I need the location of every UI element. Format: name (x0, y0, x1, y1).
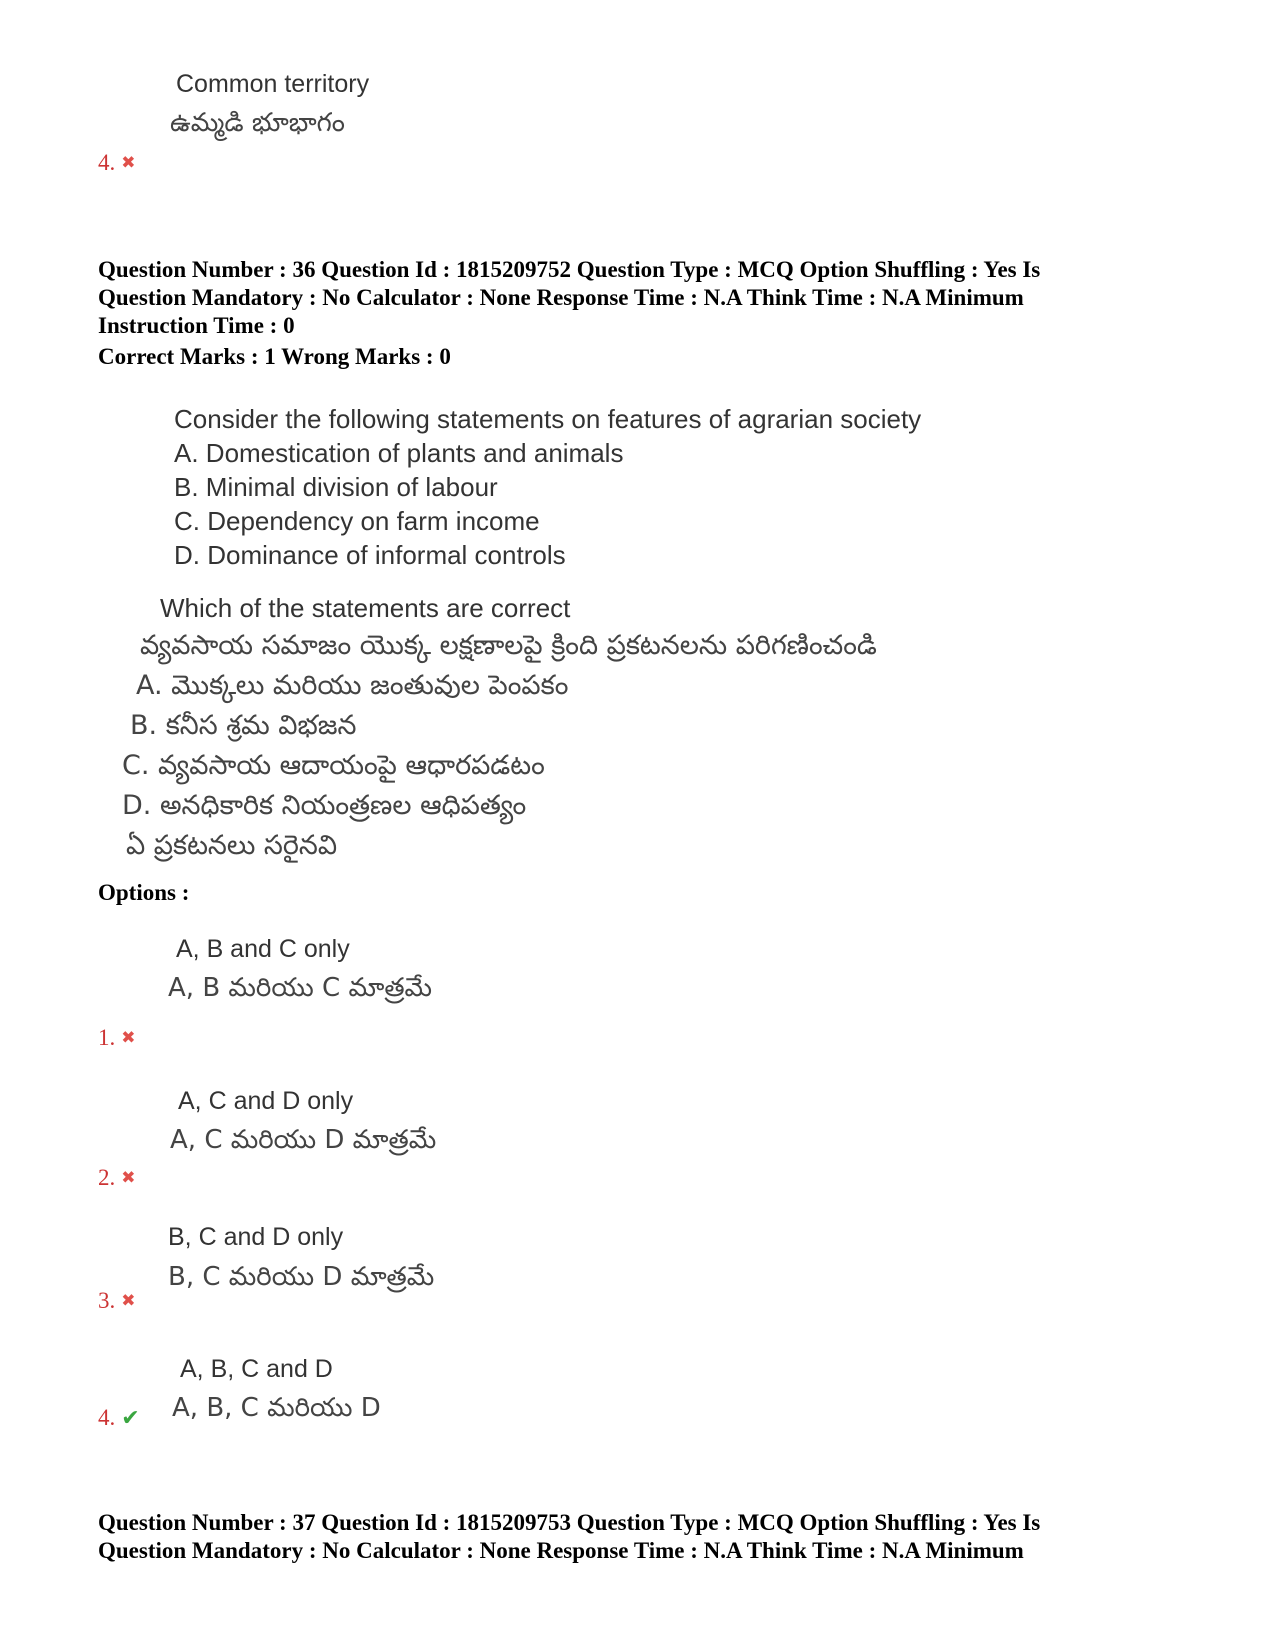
option-3-number (98, 1288, 136, 1314)
q36-te-statement-b: B. కనీస శ్రమ విభజన (130, 710, 357, 741)
cross-icon: ✖ (121, 1168, 136, 1187)
q36-en-statement-a: A. Domestication of plants and animals (174, 438, 624, 468)
options-label: Options : (98, 880, 190, 905)
option-1-en: A, B and C only (176, 935, 350, 963)
q36-meta-line2: Question Mandatory : No Calculator : None Response Time : N.A Think Time : N.A Minimum (98, 285, 1024, 310)
q36-en-statement-c: C. Dependency on farm income (174, 506, 540, 536)
q36-te-statement-d: D. అనధికారిక నియంత్రణల ఆధిపత్యం (122, 790, 527, 821)
q36-meta (98, 256, 1208, 340)
option-2-number (98, 1165, 136, 1191)
q37-meta-line1: Question Number : 37 Question Id : 1815209753 Question Type : MCQ Option Shuffling : Yes Is (98, 1510, 1041, 1535)
cross-icon: ✖ (121, 153, 136, 172)
q36-meta-line1: Question Number : 36 Question Id : 1815209752 Question Type : MCQ Option Shuffling : Yes Is (98, 257, 1041, 282)
q36-meta-line3: Instruction Time : 0 (98, 313, 295, 338)
option-4-en: A, B, C and D (180, 1355, 333, 1383)
option-4-number (98, 1405, 140, 1431)
q36-en-ask: Which of the statements are correct (160, 593, 571, 623)
option-2-te: A, C మరియు D మాత్రమే (170, 1125, 437, 1155)
cross-icon: ✖ (121, 1291, 136, 1310)
q36-te-intro: వ్యవసాయ సమాజం యొక్క లక్షణాలపై క్రింది ప్రకటనలను పరిగణించండి (140, 630, 877, 661)
option-number: 1. (98, 1025, 116, 1050)
q37-meta-line2: Question Mandatory : No Calculator : None Response Time : N.A Think Time : N.A Minimum (98, 1538, 1024, 1563)
q36-marks: Correct Marks : 1 Wrong Marks : 0 (98, 344, 451, 369)
option-number: 4. (98, 1405, 116, 1430)
prev-option-4-te: ఉమ్మడి భూభాగం (170, 108, 345, 138)
option-number: 3. (98, 1288, 116, 1313)
prev-option-4-number (98, 150, 136, 176)
check-icon: ✔ (121, 1405, 140, 1430)
q36-en-intro: Consider the following statements on features of agrarian society (174, 404, 922, 434)
option-3-en: B, C and D only (168, 1223, 344, 1251)
option-4-te: A, B, C మరియు D (172, 1393, 381, 1423)
option-3-te: B, C మరియు D మాత్రమే (168, 1262, 435, 1292)
option-2-en: A, C and D only (178, 1087, 354, 1115)
prev-option-4-en: Common territory (176, 70, 370, 98)
option-number: 2. (98, 1165, 116, 1190)
q37-meta (98, 1509, 1208, 1565)
q36-te-statement-c: C. వ్యవసాయ ఆదాయంపై ఆధారపడటం (122, 750, 545, 781)
q36-te-ask: ఏ ప్రకటనలు సరైనవి (126, 830, 338, 861)
q36-en-statement-b: B. Minimal division of labour (174, 472, 498, 502)
option-1-number (98, 1025, 136, 1051)
cross-icon: ✖ (121, 1028, 136, 1047)
option-number: 4. (98, 150, 116, 175)
q36-en-statement-d: D. Dominance of informal controls (174, 540, 566, 570)
q36-te-statement-a: A. మొక్కలు మరియు జంతువుల పెంపకం (136, 670, 569, 701)
option-1-te: A, B మరియు C మాత్రమే (168, 973, 433, 1003)
